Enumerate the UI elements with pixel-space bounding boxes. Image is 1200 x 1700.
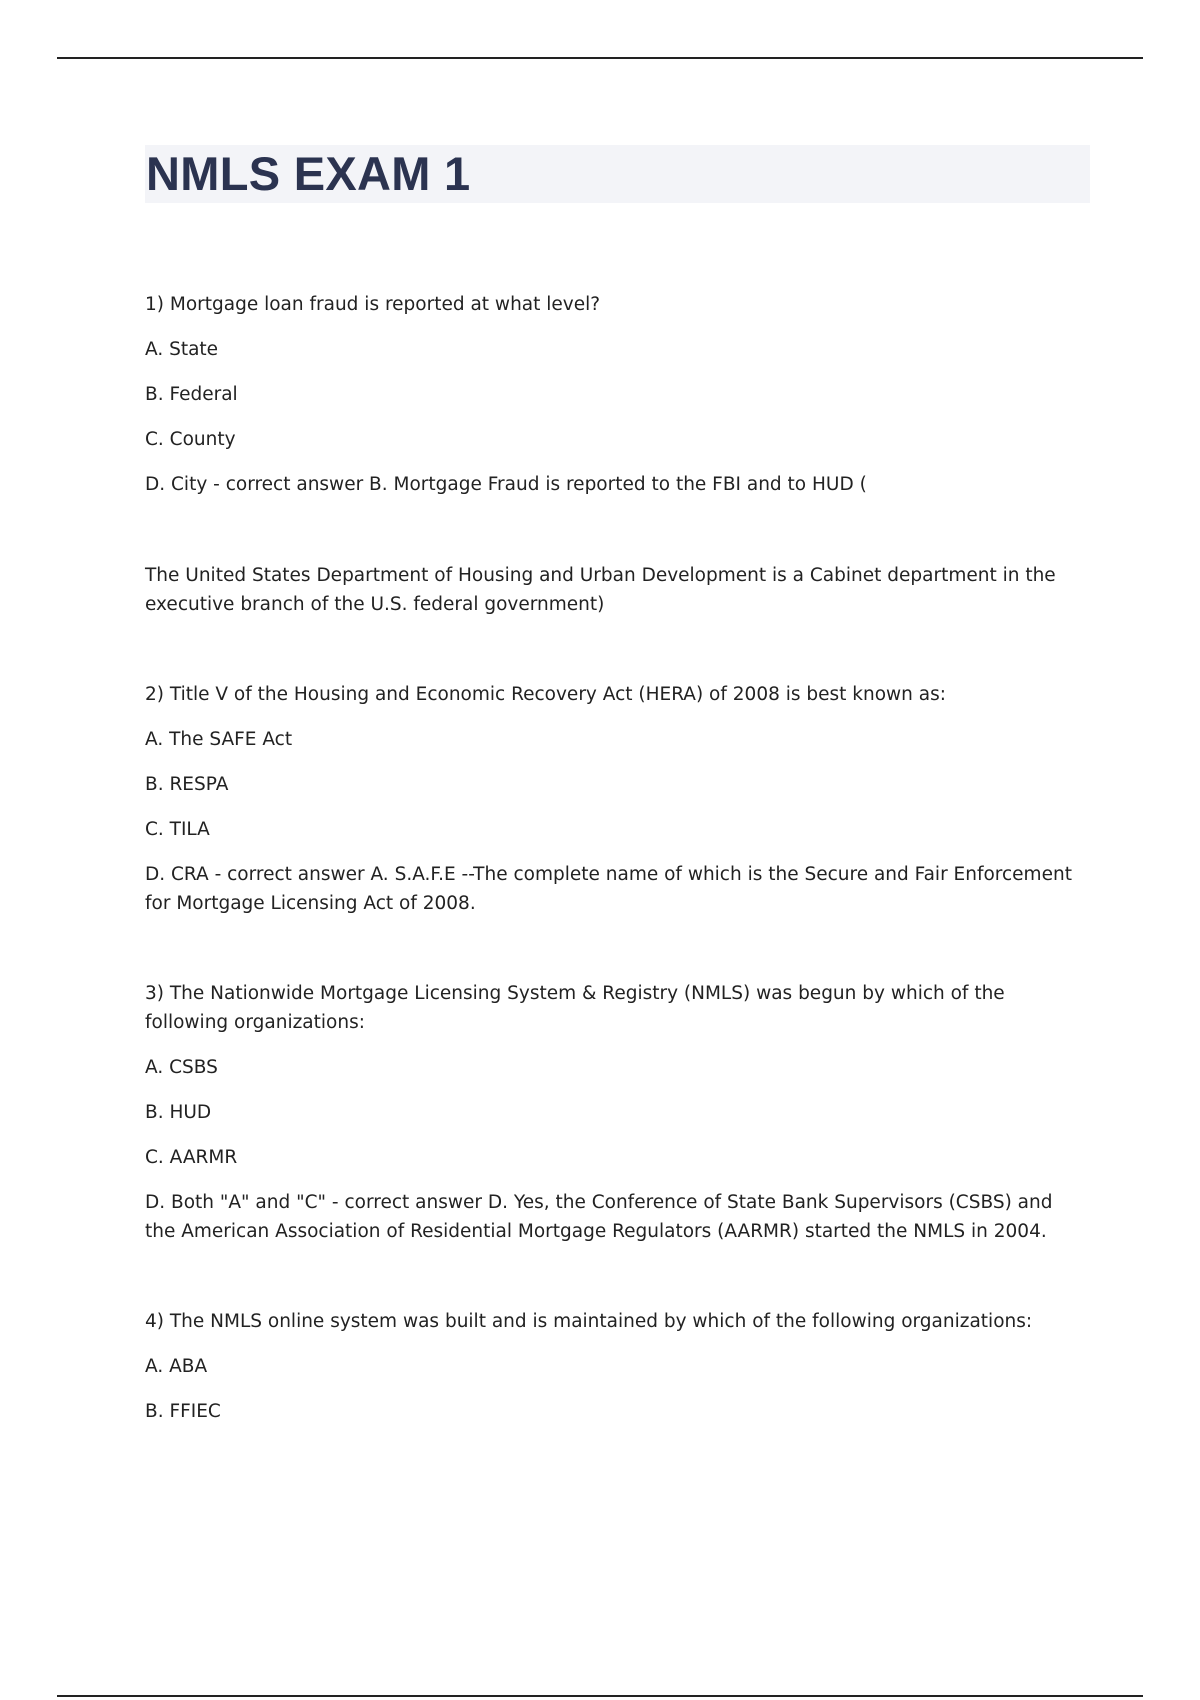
answer-option: D. City - correct answer B. Mortgage Fraud is reported to the FBI and to HUD ( [145, 474, 867, 495]
question-4 [145, 1307, 1085, 1426]
question-3 [145, 979, 1085, 1246]
question-2 [145, 680, 1085, 918]
answer-option: C. AARMR [145, 1147, 238, 1168]
answer-option: D. Both "A" and "C" - correct answer D. Yes, the Conference of State Bank Supervisors (CSBS) and the American Association of Residential Mortgage Regulators (AARMR) started the NMLS in 2004. [145, 1192, 1053, 1242]
footer-rule [57, 1695, 1143, 1697]
header-rule [57, 57, 1143, 59]
answer-option: B. HUD [145, 1102, 212, 1123]
answer-option: B. RESPA [145, 774, 229, 795]
question-stem: 3) The Nationwide Mortgage Licensing System & Registry (NMLS) was begun by which of the following organizations: [145, 983, 1005, 1033]
answer-explanation: The United States Department of Housing and Urban Development is a Cabinet department in the executive branch of the U.S. federal government) [145, 565, 1056, 615]
answer-option: B. Federal [145, 384, 238, 405]
answer-option: A. The SAFE Act [145, 729, 293, 750]
answer-option: D. CRA - correct answer A. S.A.F.E --The complete name of which is the Secure and Fair Enforcement for Mortgage Licensing Act of 2008. [145, 864, 1072, 914]
answer-option: A. ABA [145, 1356, 208, 1377]
question-1 [145, 290, 1085, 619]
answer-option: B. FFIEC [145, 1401, 221, 1422]
answer-option: A. CSBS [145, 1057, 218, 1078]
question-stem: 4) The NMLS online system was built and is maintained by which of the following organizations: [145, 1311, 1033, 1332]
document-body [145, 290, 1085, 1487]
question-stem: 1) Mortgage loan fraud is reported at what level? [145, 294, 601, 315]
answer-option: C. County [145, 429, 236, 450]
document-title: NMLS EXAM 1 [146, 147, 471, 200]
answer-option: C. TILA [145, 819, 210, 840]
answer-option: A. State [145, 339, 219, 360]
question-stem: 2) Title V of the Housing and Economic Recovery Act (HERA) of 2008 is best known as: [145, 684, 946, 705]
